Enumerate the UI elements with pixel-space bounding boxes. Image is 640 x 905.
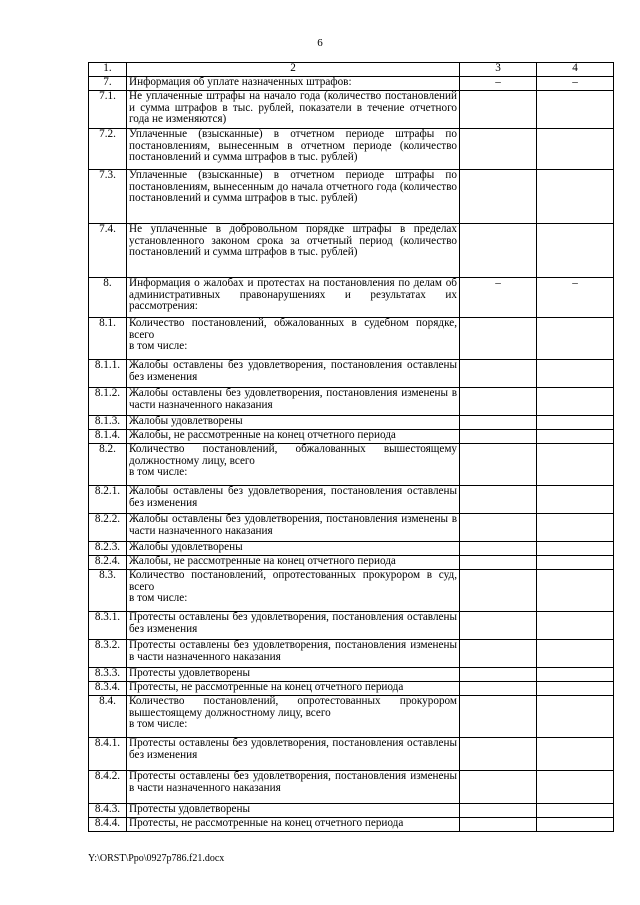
row-number: 8.1.	[89, 318, 127, 360]
table-row	[89, 556, 614, 570]
row-value-col3[interactable]	[460, 444, 537, 486]
row-value-col3[interactable]: –	[460, 278, 537, 318]
table-row	[89, 818, 614, 832]
row-description: Протесты удовлетворены	[127, 804, 460, 818]
row-description: Жалобы, не рассмотренные на конец отчетного периода	[127, 556, 460, 570]
row-description: Уплаченные (взысканные) в отчетном периоде штрафы по постановлениям, вынесенным в отчетном периоде (количество постановлений и сумма штрафов в тыс. рублей)	[127, 129, 460, 170]
table-row	[89, 318, 614, 360]
row-value-col4[interactable]	[537, 444, 614, 486]
row-value-col4[interactable]	[537, 318, 614, 360]
table-row	[89, 696, 614, 738]
row-description: Жалобы, не рассмотренные на конец отчетного периода	[127, 430, 460, 444]
row-value-col4[interactable]	[537, 556, 614, 570]
row-value-col3[interactable]	[460, 170, 537, 224]
row-description: Протесты, не рассмотренные на конец отчетного периода	[127, 682, 460, 696]
row-value-col4[interactable]	[537, 818, 614, 832]
row-value-col4[interactable]	[537, 430, 614, 444]
report-table-body	[89, 63, 614, 832]
row-number: 8.1.1.	[89, 360, 127, 388]
row-description: Уплаченные (взысканные) в отчетном периоде штрафы по постановлениям, вынесенным до начала отчетного года (количество постановлений и сумма штрафов в тыс. рублей)	[127, 170, 460, 224]
table-row	[89, 486, 614, 514]
row-value-col3[interactable]	[460, 682, 537, 696]
row-value-col4[interactable]	[537, 738, 614, 771]
row-value-col4[interactable]	[537, 91, 614, 129]
row-value-col4[interactable]	[537, 668, 614, 682]
table-row	[89, 738, 614, 771]
table-row	[89, 640, 614, 668]
row-description: Количество постановлений, опротестованных прокурором в суд, всего в том числе:	[127, 570, 460, 612]
table-row	[89, 514, 614, 542]
table-row	[89, 668, 614, 682]
row-description: Не уплаченные штрафы на начало года (количество постановлений и сумма штрафов в тыс. рублей, показатели в течение отчетного года не изменяются)	[127, 91, 460, 129]
table-row	[89, 278, 614, 318]
row-number: 8.1.4.	[89, 430, 127, 444]
report-table	[88, 62, 614, 832]
row-number: 8.2.2.	[89, 514, 127, 542]
row-value-col4[interactable]	[537, 416, 614, 430]
row-number: 7.4.	[89, 224, 127, 278]
page-number: 6	[317, 37, 323, 49]
row-number: 8.3.2.	[89, 640, 127, 668]
row-description: Количество постановлений, опротестованных прокурором вышестоящему должностному лицу, всего в том числе:	[127, 696, 460, 738]
row-value-col4[interactable]	[537, 612, 614, 640]
row-value-col4[interactable]	[537, 360, 614, 388]
row-description: Жалобы оставлены без удовлетворения, постановления изменены в части назначенного наказания	[127, 514, 460, 542]
column-header-4: 4	[537, 63, 614, 77]
row-description: Протесты удовлетворены	[127, 668, 460, 682]
row-value-col3[interactable]	[460, 91, 537, 129]
row-value-col4[interactable]: –	[537, 77, 614, 91]
row-value-col3[interactable]	[460, 804, 537, 818]
table-row	[89, 444, 614, 486]
row-number: 8.2.	[89, 444, 127, 486]
table-header-row	[89, 63, 614, 77]
row-number: 8.4.3.	[89, 804, 127, 818]
table-row	[89, 360, 614, 388]
row-value-col3[interactable]	[460, 771, 537, 804]
row-number: 7.3.	[89, 170, 127, 224]
row-value-col3[interactable]	[460, 556, 537, 570]
row-value-col3[interactable]	[460, 486, 537, 514]
row-value-col3[interactable]	[460, 129, 537, 170]
row-value-col4[interactable]	[537, 388, 614, 416]
table-row	[89, 682, 614, 696]
row-description: Жалобы удовлетворены	[127, 542, 460, 556]
document-file-path: Y:\ORST\Ppo\0927p786.f21.docx	[88, 853, 225, 864]
row-value-col4[interactable]	[537, 804, 614, 818]
row-description: Протесты, не рассмотренные на конец отчетного периода	[127, 818, 460, 832]
table-row	[89, 77, 614, 91]
table-row	[89, 224, 614, 278]
row-description: Информация о жалобах и протестах на постановления по делам об административных правонарушениях и результатах их рассмотрения:	[127, 278, 460, 318]
row-value-col4[interactable]	[537, 170, 614, 224]
column-header-2: 2	[127, 63, 460, 77]
row-description: Жалобы оставлены без удовлетворения, постановления оставлены без изменения	[127, 360, 460, 388]
table-row	[89, 430, 614, 444]
table-row	[89, 570, 614, 612]
row-value-col4[interactable]	[537, 542, 614, 556]
row-value-col3[interactable]	[460, 668, 537, 682]
row-description: Протесты оставлены без удовлетворения, постановления изменены в части назначенного наказания	[127, 640, 460, 668]
row-number: 8.3.1.	[89, 612, 127, 640]
table-row	[89, 170, 614, 224]
row-value-col3[interactable]	[460, 640, 537, 668]
row-value-col4[interactable]	[537, 570, 614, 612]
table-row	[89, 129, 614, 170]
row-number: 8.2.3.	[89, 542, 127, 556]
row-description: Информация об уплате назначенных штрафов:	[127, 77, 460, 91]
row-number: 8.3.3.	[89, 668, 127, 682]
row-number: 8.3.4.	[89, 682, 127, 696]
row-number: 8.4.2.	[89, 771, 127, 804]
row-description: Протесты оставлены без удовлетворения, постановления оставлены без изменения	[127, 738, 460, 771]
row-value-col3[interactable]	[460, 818, 537, 832]
row-value-col3[interactable]	[460, 318, 537, 360]
row-value-col4[interactable]	[537, 486, 614, 514]
row-description: Протесты оставлены без удовлетворения, постановления оставлены без изменения	[127, 612, 460, 640]
column-header-3: 3	[460, 63, 537, 77]
table-row	[89, 771, 614, 804]
row-number: 8.2.1.	[89, 486, 127, 514]
row-number: 8.1.3.	[89, 416, 127, 430]
row-value-col3[interactable]	[460, 542, 537, 556]
row-number: 8.4.1.	[89, 738, 127, 771]
row-description: Количество постановлений, обжалованных вышестоящему должностному лицу, всего в том числе:	[127, 444, 460, 486]
row-value-col3[interactable]: –	[460, 77, 537, 91]
row-description: Протесты оставлены без удовлетворения, постановления изменены в части назначенного наказания	[127, 771, 460, 804]
row-value-col3[interactable]	[460, 224, 537, 278]
row-number: 7.2.	[89, 129, 127, 170]
row-value-col3[interactable]	[460, 696, 537, 738]
row-value-col3[interactable]	[460, 416, 537, 430]
row-number: 8.	[89, 278, 127, 318]
row-value-col3[interactable]	[460, 514, 537, 542]
row-number: 7.1.	[89, 91, 127, 129]
row-value-col4[interactable]	[537, 640, 614, 668]
table-row	[89, 542, 614, 556]
row-description: Жалобы оставлены без удовлетворения, постановления изменены в части назначенного наказания	[127, 388, 460, 416]
row-description: Не уплаченные в добровольном порядке штрафы в пределах установленного законом срока за отчетный период (количество постановлений и сумма штрафов в тыс. рублей)	[127, 224, 460, 278]
table-row	[89, 91, 614, 129]
row-description: Жалобы удовлетворены	[127, 416, 460, 430]
table-row	[89, 804, 614, 818]
column-header-1: 1.	[89, 63, 127, 77]
row-description: Жалобы оставлены без удовлетворения, постановления оставлены без изменения	[127, 486, 460, 514]
row-value-col3[interactable]	[460, 360, 537, 388]
row-number: 8.1.2.	[89, 388, 127, 416]
row-number: 8.3.	[89, 570, 127, 612]
row-number: 7.	[89, 77, 127, 91]
row-description: Количество постановлений, обжалованных в судебном порядке, всего в том числе:	[127, 318, 460, 360]
row-value-col3[interactable]	[460, 570, 537, 612]
row-number: 8.4.	[89, 696, 127, 738]
row-value-col4[interactable]	[537, 514, 614, 542]
table-row	[89, 416, 614, 430]
row-value-col3[interactable]	[460, 738, 537, 771]
row-value-col4[interactable]	[537, 696, 614, 738]
row-value-col4[interactable]	[537, 771, 614, 804]
row-value-col3[interactable]	[460, 430, 537, 444]
row-value-col3[interactable]	[460, 612, 537, 640]
row-value-col3[interactable]	[460, 388, 537, 416]
table-row	[89, 388, 614, 416]
row-value-col4[interactable]	[537, 129, 614, 170]
row-number: 8.4.4.	[89, 818, 127, 832]
row-value-col4[interactable]	[537, 224, 614, 278]
row-value-col4[interactable]: –	[537, 278, 614, 318]
row-value-col4[interactable]	[537, 682, 614, 696]
row-number: 8.2.4.	[89, 556, 127, 570]
table-row	[89, 612, 614, 640]
